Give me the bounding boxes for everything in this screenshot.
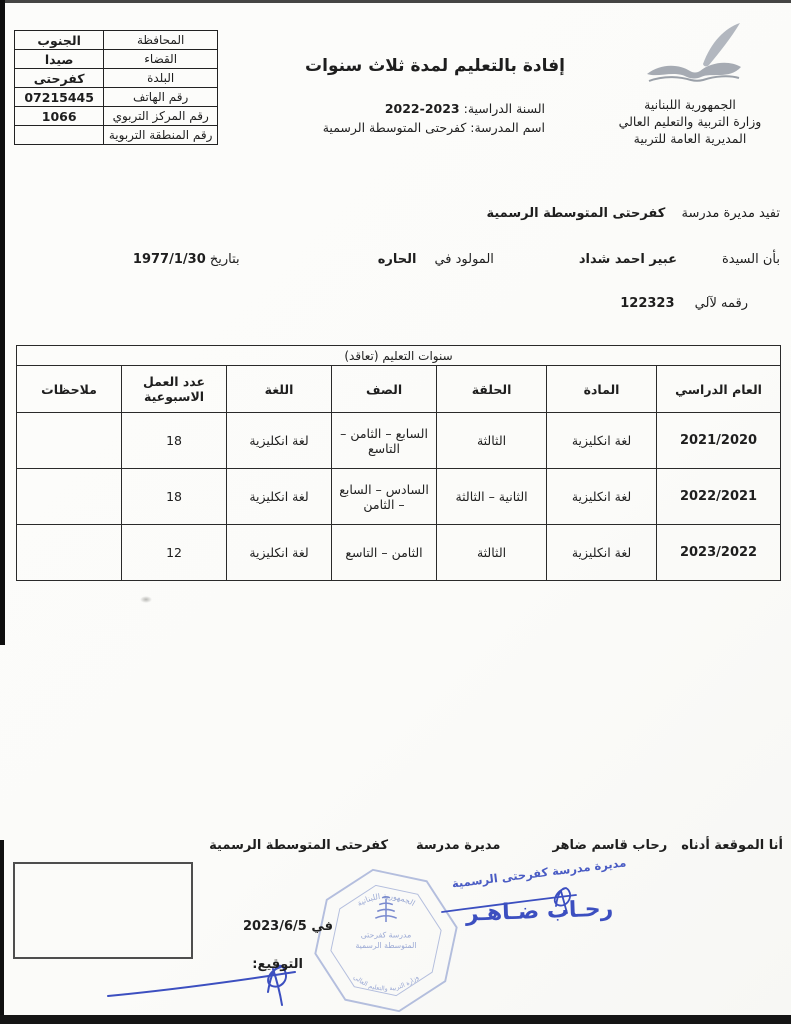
empty-stamp-box (13, 862, 193, 959)
svg-text:وزارة التربية والتعليم العالي (352, 974, 420, 993)
table-row (15, 31, 218, 50)
declaration-prefix: أنا الموقعة أدناه (681, 838, 783, 853)
info-label: رقم المنطقة التربوية (104, 126, 218, 145)
footer-school-name: كفرحتى المتوسطة الرسمية (209, 838, 389, 853)
cell-grades: الثامن – التاسع (332, 525, 437, 581)
person-name: عبير احمد شداد (578, 252, 677, 267)
col-header-notes: ملاحظات (17, 366, 122, 413)
cell-subject: لغة انكليزية (547, 413, 657, 469)
col-header-weekly-hours: عدد العمل الاسبوعية (122, 366, 227, 413)
scan-edge-top (0, 0, 791, 3)
cell-subject: لغة انكليزية (547, 525, 657, 581)
table-row (15, 50, 218, 69)
cell-notes (17, 525, 122, 581)
info-label: رقم المركز التربوي (104, 107, 218, 126)
director-signature-name: رحـاب ضـاهـر (465, 896, 614, 927)
date-value: 2023/6/5 (243, 919, 307, 934)
info-value: الجنوب (15, 31, 104, 50)
person-prefix: بأن السيدة (722, 252, 780, 267)
seal-center-line2: المتوسطة الرسمية (355, 941, 417, 951)
birthdate-group (133, 252, 240, 267)
date-line (243, 919, 333, 934)
school-name-label: اسم المدرسة: (470, 120, 545, 135)
school-name-value: كفرحتى المتوسطة الرسمية (322, 120, 467, 135)
cell-cycle: الثانية – الثالثة (437, 469, 547, 525)
admin-info-table (14, 30, 218, 145)
director-title: مديرة مدرسة (416, 838, 501, 853)
ministry-line-ministry: وزارة التربية والتعليم العالي (618, 114, 762, 129)
ministry-line-republic: الجمهورية اللبنانية (644, 97, 736, 112)
certify-school-name: كفرحتى المتوسطة الرسمية (486, 206, 666, 221)
cell-weekly-hours: 18 (122, 413, 227, 469)
director-name: رحاب قاسم ضاهر (552, 838, 668, 853)
info-value: 1066 (15, 107, 104, 126)
body-line-certify (486, 206, 780, 221)
info-label: البلدة (104, 69, 218, 88)
table-row (15, 88, 218, 107)
cell-cycle: الثالثة (437, 525, 547, 581)
table-row (17, 469, 781, 525)
cell-year: 2021/2020 (657, 413, 781, 469)
table-caption: سنوات التعليم (تعاقد) (17, 346, 781, 366)
info-label: المحافظة (104, 31, 218, 50)
cell-language: لغة انكليزية (227, 525, 332, 581)
ministry-header (597, 96, 783, 147)
signature-label: التوقيع: (252, 957, 303, 972)
cell-weekly-hours: 18 (122, 469, 227, 525)
body-line-person (96, 252, 780, 267)
col-header-year: العام الدراسي (657, 366, 781, 413)
born-in-label: المولود في (434, 252, 494, 267)
table-row (17, 525, 781, 581)
scan-edge-left-bottom (0, 840, 4, 1024)
cell-subject: لغة انكليزية (547, 469, 657, 525)
school-name-line (323, 120, 545, 135)
footer-declaration-line (209, 838, 783, 853)
cell-language: لغة انكليزية (227, 469, 332, 525)
teaching-years-table (16, 345, 781, 581)
id-label: رقمه لآلي (694, 296, 748, 311)
info-label: القضاء (104, 50, 218, 69)
scan-edge-left (0, 0, 5, 645)
col-header-cycle: الحلقة (437, 366, 547, 413)
cell-cycle: الثالثة (437, 413, 547, 469)
scan-smudge (140, 596, 152, 603)
table-row (17, 413, 781, 469)
page-title: إفادة بالتعليم لمدة ثلاث سنوات (305, 56, 565, 76)
col-header-language: اللغة (227, 366, 332, 413)
cell-notes (17, 469, 122, 525)
cell-year: 2023/2022 (657, 525, 781, 581)
cell-weekly-hours: 12 (122, 525, 227, 581)
ministry-open-book-logo-icon (641, 20, 749, 94)
seal-top-text: الجمهورية اللبنانية (355, 891, 417, 908)
table-caption-row (17, 346, 781, 366)
info-value (15, 126, 104, 145)
info-value: كفرحتى (15, 69, 104, 88)
table-row (15, 69, 218, 88)
certify-prefix: تفيد مديرة مدرسة (681, 206, 780, 221)
school-year-label: السنة الدراسية: (463, 101, 545, 116)
col-header-subject: المادة (547, 366, 657, 413)
bottom-signature-icon (100, 952, 360, 1010)
seal-bottom-text: وزارة التربية والتعليم العالي (351, 973, 421, 993)
info-value: 07215445 (15, 88, 104, 107)
birthdate-value: 1977/1/30 (132, 252, 206, 267)
col-header-grade: الصف (332, 366, 437, 413)
cell-grades: السادس – السابع – الثامن (332, 469, 437, 525)
table-row (15, 126, 218, 145)
school-year-value: 2023-2022 (384, 101, 460, 116)
director-stamp-text: مديرة مدرسة كفرحتى الرسمية (451, 855, 627, 891)
birthdate-label: بتاريخ (209, 252, 240, 267)
id-number: 122323 (620, 296, 675, 311)
date-label: في (311, 919, 333, 934)
info-value: صيدا (15, 50, 104, 69)
table-header-row (17, 366, 781, 413)
ministry-line-directorate: المديرية العامة للتربية (633, 131, 747, 146)
cell-grades: السابع – الثامن – التاسع (332, 413, 437, 469)
info-label: رقم الهاتف (104, 88, 218, 107)
cell-notes (17, 413, 122, 469)
cell-language: لغة انكليزية (227, 413, 332, 469)
body-line-id (620, 296, 748, 311)
seal-center-line1: مدرسة كفرحتى (360, 930, 412, 940)
school-year-line (385, 101, 545, 116)
cell-year: 2022/2021 (657, 469, 781, 525)
table-row (15, 107, 218, 126)
birthplace: الحاره (377, 252, 417, 267)
